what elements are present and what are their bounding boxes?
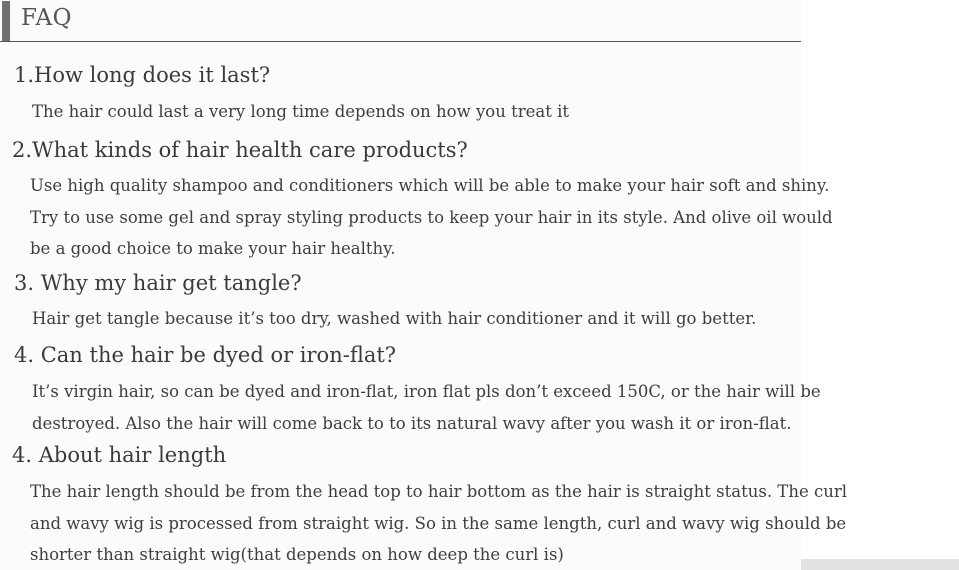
faq-question-2: 2.What kinds of hair health care products? bbox=[12, 138, 468, 162]
faq-answer-5-line-3: shorter than straight wig(that depends on how deep the curl is) bbox=[30, 545, 564, 564]
faq-answer-2-line-3: be a good choice to make your hair healthy. bbox=[30, 239, 396, 258]
faq-answer-3-line-1: Hair get tangle because it’s too dry, washed with hair conditioner and it will go better. bbox=[32, 309, 757, 328]
faq-answer-5-line-1: The hair length should be from the head top to hair bottom as the hair is straight status. The curl bbox=[30, 482, 847, 501]
page-title: FAQ bbox=[21, 5, 72, 31]
faq-answer-2-line-1: Use high quality shampoo and conditioners which will be able to make your hair soft and shiny. bbox=[30, 176, 830, 195]
faq-answer-4-line-1: It’s virgin hair, so can be dyed and iron-flat, iron flat pls don’t exceed 150C, or the hair will be bbox=[32, 382, 821, 401]
faq-question-5: 4. About hair length bbox=[12, 443, 227, 467]
faq-question-4: 4. Can the hair be dyed or iron-flat? bbox=[14, 343, 397, 367]
faq-answer-2-line-2: Try to use some gel and spray styling products to keep your hair in its style. And olive oil would bbox=[30, 208, 833, 227]
header-accent-bar bbox=[2, 1, 10, 41]
faq-answer-1-line-1: The hair could last a very long time depends on how you treat it bbox=[32, 102, 570, 121]
faq-question-1: 1.How long does it last? bbox=[14, 63, 271, 87]
faq-question-3: 3. Why my hair get tangle? bbox=[14, 271, 302, 295]
faq-answer-4-line-2: destroyed. Also the hair will come back to to its natural wavy after you wash it or iron-flat. bbox=[32, 414, 792, 433]
faq-answer-5-line-2: and wavy wig is processed from straight wig. So in the same length, curl and wavy wig should be bbox=[30, 514, 847, 533]
bottom-right-strip bbox=[801, 559, 959, 570]
faq-header bbox=[0, 0, 801, 42]
